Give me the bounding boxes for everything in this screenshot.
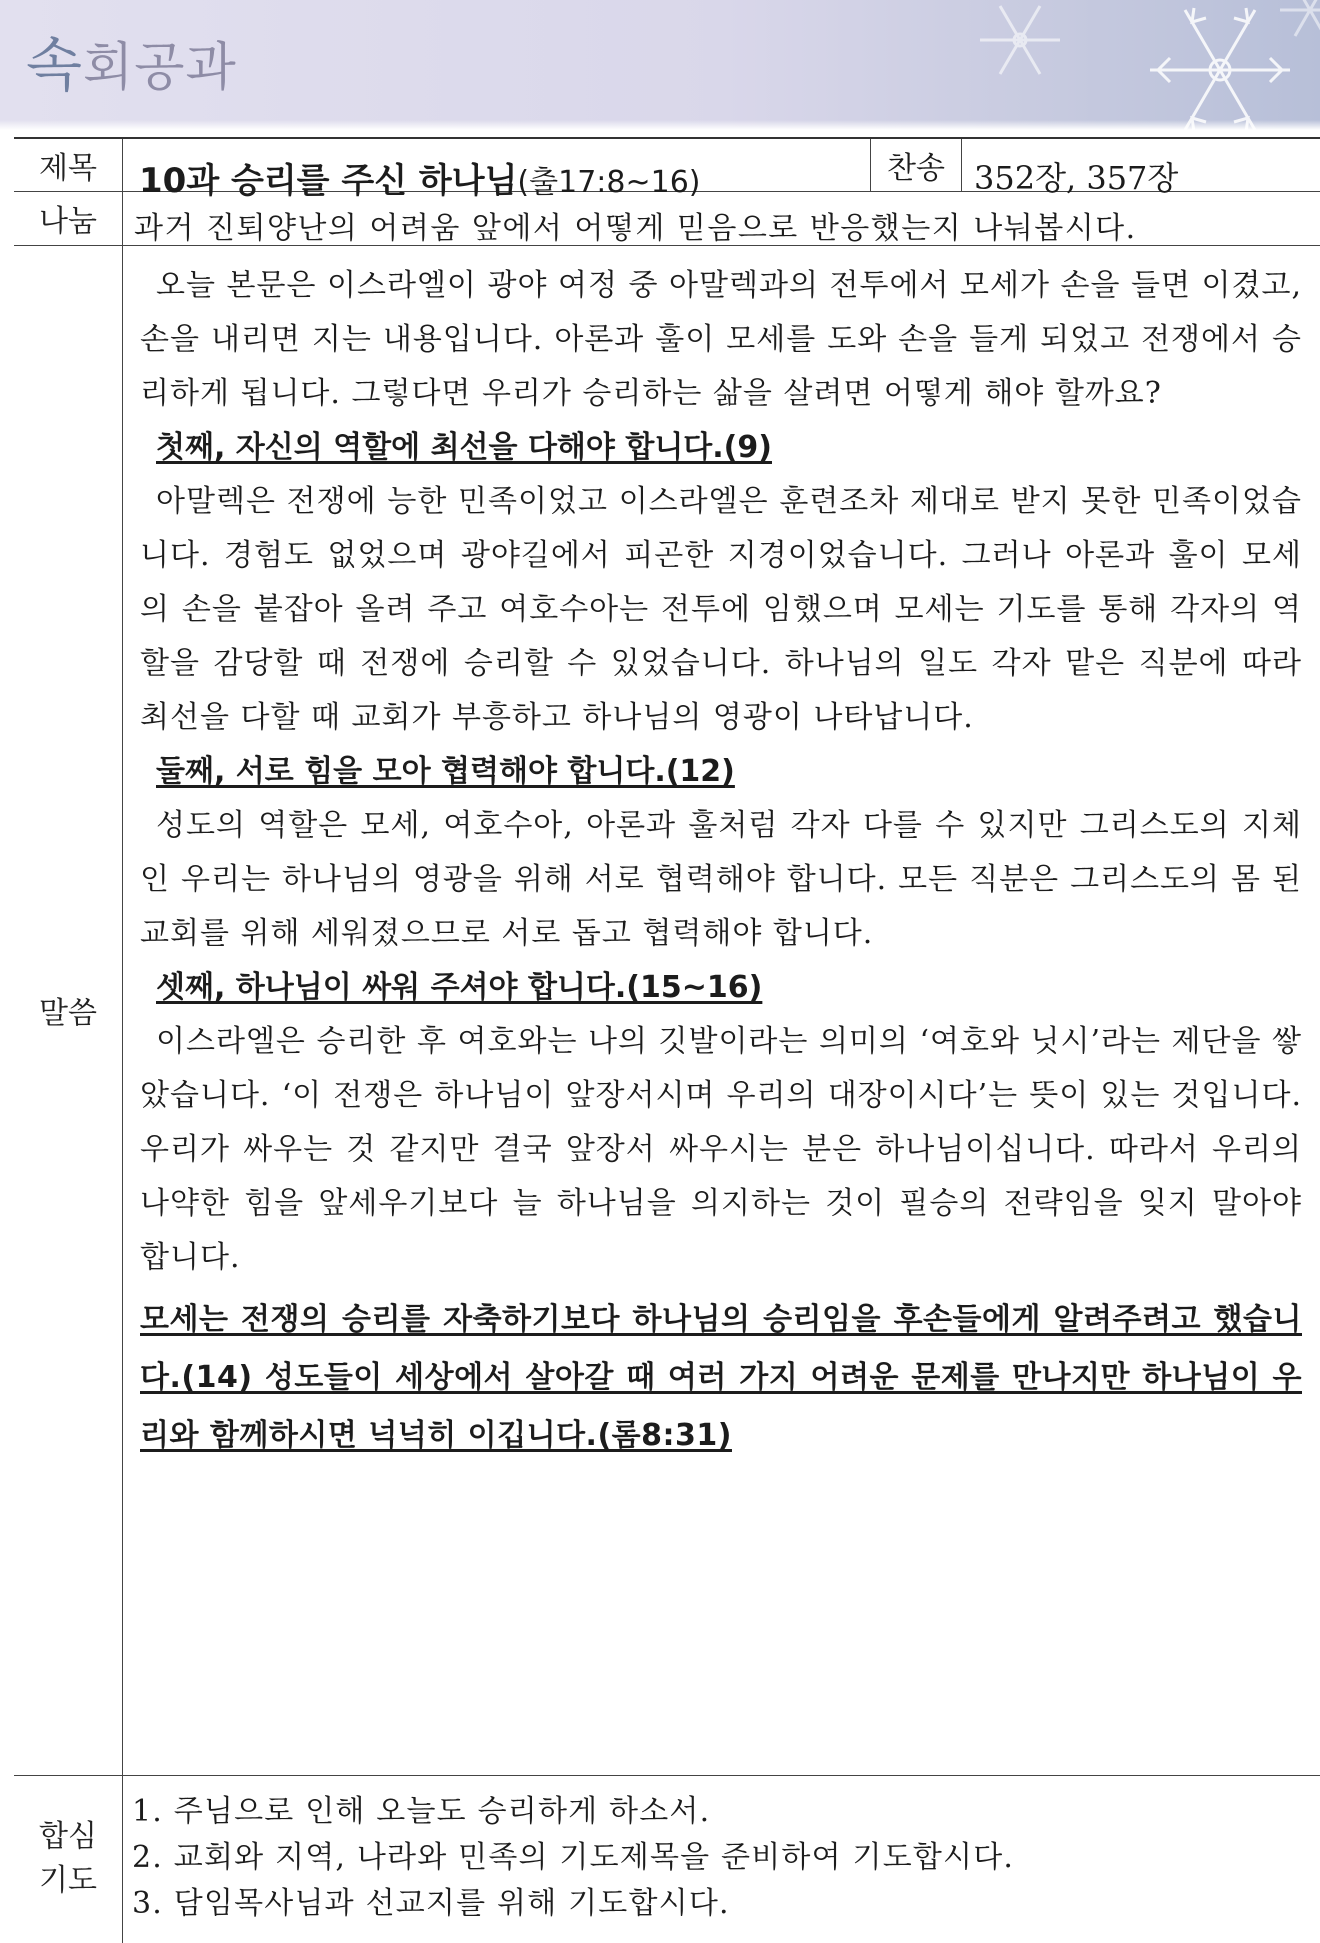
- point-heading-2: 둘째, 서로 힘을 모아 협력해야 합니다.(12): [156, 754, 735, 789]
- sermon-intro: 오늘 본문은 이스라엘이 광야 여정 중 아말렉과의 전투에서 모세가 손을 들면 이겼고, 손을 내리면 지는 내용입니다. 아론과 훌이 모세를 도와 손을 들게 되었고 전쟁에서 승리하게 됩니다. 그렇다면 우리가 승리하는 삶을 살려면 어떻게 해야 할까요?: [140, 268, 1302, 411]
- scripture-reference: (출17:8~16): [517, 165, 701, 200]
- prayer-list: [124, 1775, 1320, 1943]
- prayer-item-3: 3. 담임목사님과 선교지를 위해 기도합시다.: [132, 1886, 730, 1921]
- point-body-3: 이스라엘은 승리한 후 여호와는 나의 깃발이라는 의미의 ‘여호와 닛시’라는 제단을 쌓았습니다. ‘이 전쟁은 하나님이 앞장서시며 우리의 대장이시다’는 뜻이 있는 것입니다. 우리가 싸우는 것 같지만 결국 앞장서 싸우시는 분은 하나님이십니다. 따라서 우리의 나약한 힘을 앞세우기보다 늘 하나님을 의지하는 것이 필승의 전략임을 잊지 말아야 합니다.: [140, 1024, 1302, 1275]
- title-row: [14, 139, 1320, 201]
- prayer-item-1: 1. 주님으로 인해 오늘도 승리하게 하소서.: [132, 1794, 711, 1829]
- sermon-conclusion: 모세는 전쟁의 승리를 자축하기보다 하나님의 승리임을 후손들에게 알려주려고 했습니다.(14) 성도들이 세상에서 살아갈 때 여러 가지 어려운 문제를 만나지만 하나님이 우리와 함께하시면 넉넉히 이깁니다.(롬8:31): [140, 1302, 1302, 1453]
- lesson-sheet: [14, 137, 1320, 1921]
- sermon-row: [14, 245, 1320, 1776]
- point-heading-1: 첫째, 자신의 역할에 최선을 다해야 합니다.(9): [156, 430, 772, 465]
- lesson-title-text: 10과 승리를 주신 하나님: [139, 161, 518, 201]
- section-title: [26, 18, 237, 102]
- prayer-label-line1: 합심: [39, 1819, 97, 1854]
- hymn-label: 찬송: [870, 139, 962, 191]
- section-title-accent: 속: [26, 31, 84, 99]
- snowflake-icon: [890, 0, 1320, 150]
- prayer-item-2: 2. 교회와 지역, 나라와 민족의 기도제목을 준비하여 기도합시다.: [132, 1840, 1015, 1875]
- sermon-label: 말씀: [14, 245, 123, 1775]
- snowflake-decoration: [890, 0, 1320, 150]
- share-question: 과거 진퇴양난의 어려움 앞에서 어떻게 믿음으로 반응했는지 나눠봅시다.: [134, 211, 1137, 246]
- section-title-rest: 회공과: [83, 38, 237, 98]
- prayer-row: [14, 1775, 1320, 1943]
- point-body-1: 아말렉은 전쟁에 능한 민족이었고 이스라엘은 훈련조차 제대로 받지 못한 민족이었습니다. 경험도 없었으며 광야길에서 피곤한 지경이었습니다. 그러나 아론과 훌이 모세의 손을 붙잡아 올려 주고 여호수아는 전투에 임했으며 모세는 기도를 통해 각자의 역할을 감당할 때 전쟁에 승리할 수 있었습니다. 하나님의 일도 각자 맡은 직분에 따라 최선을 다할 때 교회가 부흥하고 하나님의 영광이 나타납니다.: [140, 484, 1302, 735]
- share-row: [14, 191, 1320, 246]
- prayer-label-line2: 기도: [39, 1863, 97, 1898]
- title-label: 제목: [14, 139, 123, 191]
- header-band: [0, 0, 1320, 130]
- share-label: 나눔: [14, 191, 123, 245]
- prayer-label: [14, 1775, 123, 1943]
- point-body-2: 성도의 역할은 모세, 여호수아, 아론과 훌처럼 각자 다를 수 있지만 그리스도의 지체인 우리는 하나님의 영광을 위해 서로 협력해야 합니다. 모든 직분은 그리스도의 몸 된 교회를 위해 세워졌으므로 서로 돕고 협력해야 합니다.: [140, 808, 1302, 951]
- point-heading-3: 셋째, 하나님이 싸워 주셔야 합니다.(15~16): [156, 970, 763, 1005]
- sermon-body: [124, 245, 1320, 1775]
- hymn-numbers: 352장, 357장: [974, 159, 1179, 197]
